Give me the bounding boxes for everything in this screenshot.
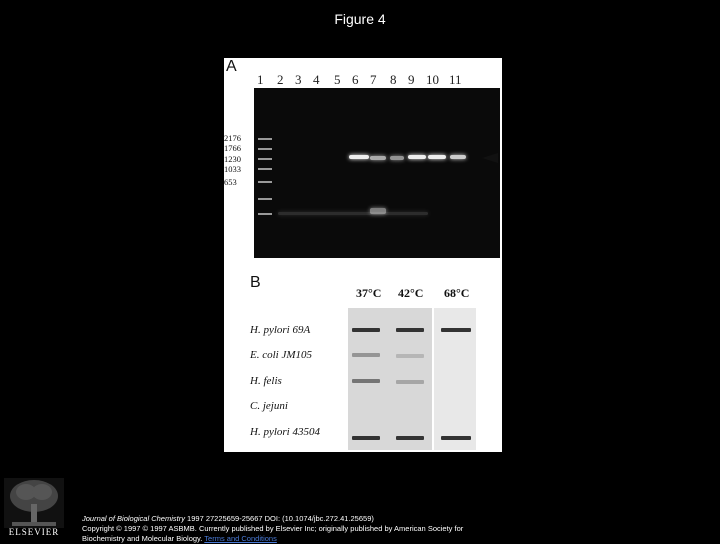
lane-label: 3 <box>295 72 302 87</box>
lane-label: 5 <box>334 72 341 87</box>
panel-b-letter: B <box>250 274 261 291</box>
gel-band <box>396 436 424 440</box>
species-label: H. pylori 43504 <box>250 426 320 438</box>
marker-label: 1230 <box>224 154 241 164</box>
page-title: Figure 4 <box>334 11 386 27</box>
gel-image <box>254 88 500 258</box>
ladder-band <box>258 158 272 160</box>
gel-band <box>352 436 380 440</box>
figure-image <box>224 58 502 452</box>
arrow-icon <box>482 153 498 163</box>
gel-band <box>408 155 426 159</box>
lane-label: 1 <box>257 72 264 87</box>
gel-band <box>352 328 380 332</box>
temperature-label: 37°C <box>356 286 382 300</box>
ladder-band <box>258 138 272 140</box>
lane-label: 6 <box>352 72 359 87</box>
lane-label: 9 <box>408 72 415 87</box>
marker-label: 2176 <box>224 133 241 143</box>
species-label: C. jejuni <box>250 400 288 412</box>
lane-label: 11 <box>449 72 462 87</box>
gel-band <box>352 379 380 383</box>
gel-band <box>441 328 471 332</box>
gel-band <box>441 436 471 440</box>
copyright-text: Copyright © 1997 © 1997 ASBMB. Currently published by Elsevier Inc; originally published by American Society for Biochemistry and Molecular Biology. <box>82 524 464 543</box>
gel-band <box>370 156 386 160</box>
lane-label: 2 <box>277 72 284 87</box>
lane-label: 8 <box>390 72 397 87</box>
lane-label: 4 <box>313 72 320 87</box>
ladder-band <box>258 148 272 150</box>
gel-band <box>396 328 424 332</box>
panel-a-letter: A <box>226 58 237 75</box>
marker-label: 653 <box>224 177 237 187</box>
temperature-label: 68°C <box>444 286 470 300</box>
ladder-band <box>258 198 272 200</box>
ladder-band <box>258 168 272 170</box>
terms-link[interactable]: Terms and Conditions <box>204 534 277 543</box>
gel-band <box>352 353 380 357</box>
gel-band <box>428 155 446 159</box>
lane-label: 7 <box>370 72 377 87</box>
gel-band <box>390 156 404 160</box>
gel-band <box>396 380 424 384</box>
ladder-band <box>258 213 272 215</box>
gel-image <box>434 308 476 450</box>
species-label: E. coli JM105 <box>250 349 313 361</box>
marker-label: 1766 <box>224 143 241 153</box>
marker-label: 1033 <box>224 164 241 174</box>
journal-name: Journal of Biological Chemistry <box>82 514 185 523</box>
species-label: H. pylori 69A <box>250 324 311 336</box>
gel-image <box>348 308 432 450</box>
lane-label: 10 <box>426 72 439 87</box>
citation: 1997 27225659-25667 DOI: (10.1074/jbc.272.41.25659) <box>184 514 374 523</box>
elsevier-logo-text: ELSEVIER <box>8 527 60 537</box>
gel-band <box>278 212 428 215</box>
temperature-label: 42°C <box>398 286 424 300</box>
gel-band <box>450 155 466 159</box>
species-label: H. felis <box>250 375 282 387</box>
ladder-band <box>258 181 272 183</box>
panel-a <box>224 58 502 258</box>
panel-b <box>224 264 502 452</box>
gel-band <box>349 155 369 159</box>
gel-band <box>396 354 424 358</box>
